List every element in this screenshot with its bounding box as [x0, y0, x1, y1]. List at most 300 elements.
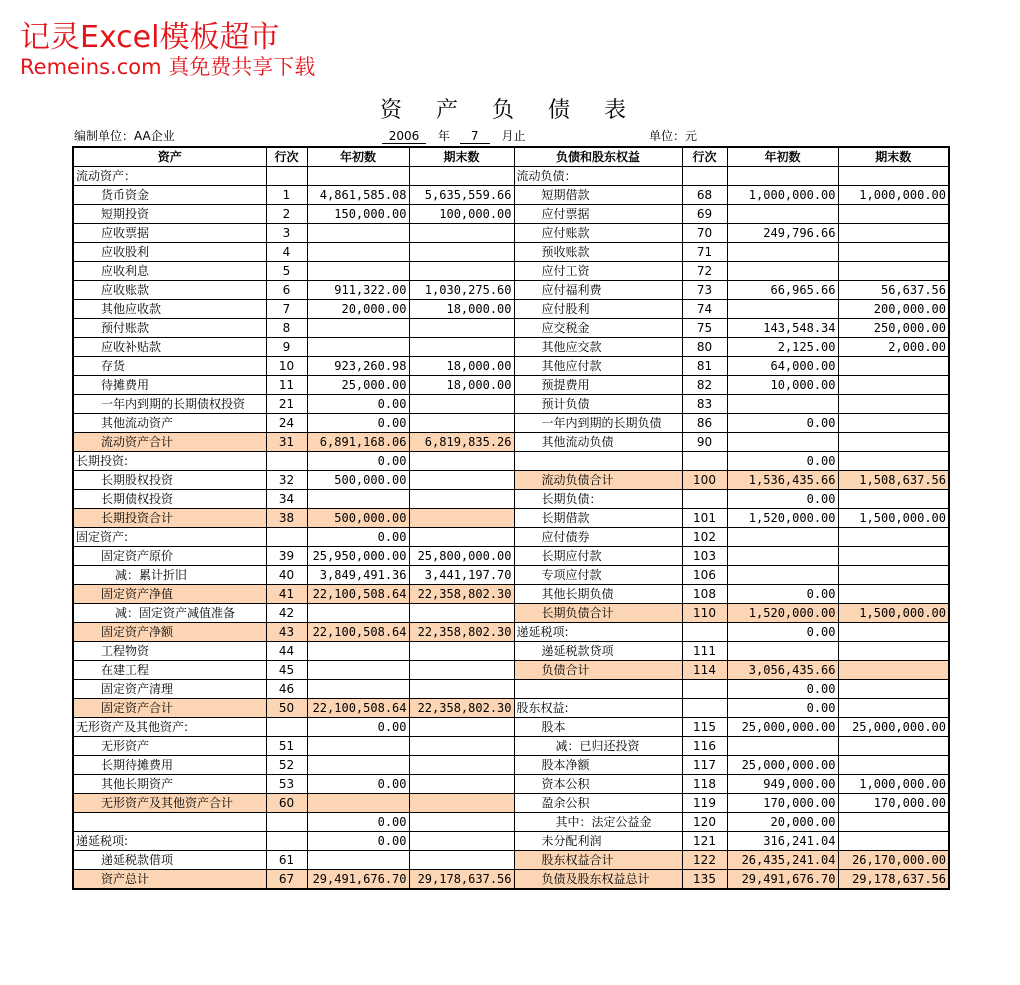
liab-begin-cell: 25,000,000.00 — [727, 718, 838, 737]
liab-end-cell: 1,500,000.00 — [838, 604, 949, 623]
asset-line-cell: 50 — [266, 699, 307, 718]
asset-name-cell: 固定资产净值 — [73, 585, 266, 604]
table-row — [73, 851, 949, 870]
liab-line-cell: 106 — [682, 566, 727, 585]
asset-name-cell: 长期投资合计 — [73, 509, 266, 528]
liab-name-cell: 流动负债： — [514, 167, 682, 186]
liab-name-cell: 未分配利润 — [514, 832, 682, 851]
asset-begin-cell: 0.00 — [307, 395, 409, 414]
liab-end-cell — [838, 623, 949, 642]
asset-line-cell: 42 — [266, 604, 307, 623]
liab-name-cell: 递延税项: — [514, 623, 682, 642]
liab-end-cell — [838, 433, 949, 452]
asset-name-cell: 递延税款借项 — [73, 851, 266, 870]
liab-end-cell — [838, 414, 949, 433]
liab-name-cell — [514, 452, 682, 471]
asset-name-cell: 货币资金 — [73, 186, 266, 205]
table-row — [73, 490, 949, 509]
liab-name-cell: 负债及股东权益总计 — [514, 870, 682, 890]
asset-name-cell: 其他长期资产 — [73, 775, 266, 794]
liab-line-cell: 72 — [682, 262, 727, 281]
table-row — [73, 756, 949, 775]
liab-begin-cell: 64,000.00 — [727, 357, 838, 376]
liab-line-cell: 83 — [682, 395, 727, 414]
asset-end-cell: 100,000.00 — [409, 205, 514, 224]
liab-end-cell — [838, 205, 949, 224]
asset-begin-cell: 0.00 — [307, 528, 409, 547]
liab-end-cell — [838, 642, 949, 661]
table-row — [73, 623, 949, 642]
table-row — [73, 528, 949, 547]
table-row — [73, 813, 949, 832]
asset-begin-cell: 0.00 — [307, 775, 409, 794]
liab-end-cell: 2,000.00 — [838, 338, 949, 357]
asset-name-cell: 应收利息 — [73, 262, 266, 281]
liab-name-cell: 负债合计 — [514, 661, 682, 680]
asset-name-cell: 待摊费用 — [73, 376, 266, 395]
asset-begin-cell: 0.00 — [307, 452, 409, 471]
liab-line-cell: 86 — [682, 414, 727, 433]
asset-line-cell — [266, 718, 307, 737]
header-asset: 资产 — [73, 147, 266, 167]
asset-begin-cell — [307, 756, 409, 775]
asset-end-cell — [409, 851, 514, 870]
month-value: 7 — [460, 129, 490, 144]
asset-begin-cell — [307, 851, 409, 870]
asset-line-cell: 4 — [266, 243, 307, 262]
liab-name-cell: 流动负债合计 — [514, 471, 682, 490]
asset-begin-cell: 4,861,585.08 — [307, 186, 409, 205]
liab-line-cell: 122 — [682, 851, 727, 870]
liab-begin-cell: 143,548.34 — [727, 319, 838, 338]
asset-end-cell: 3,441,197.70 — [409, 566, 514, 585]
liab-begin-cell — [727, 566, 838, 585]
asset-end-cell — [409, 775, 514, 794]
asset-name-cell: 减：固定资产减值准备 — [73, 604, 266, 623]
liab-end-cell — [838, 490, 949, 509]
liab-line-cell: 73 — [682, 281, 727, 300]
asset-line-cell: 9 — [266, 338, 307, 357]
asset-line-cell: 5 — [266, 262, 307, 281]
asset-begin-cell — [307, 680, 409, 699]
liab-end-cell — [838, 832, 949, 851]
liab-begin-cell: 66,965.66 — [727, 281, 838, 300]
liab-name-cell: 资本公积 — [514, 775, 682, 794]
liab-line-cell: 135 — [682, 870, 727, 890]
liab-line-cell — [682, 680, 727, 699]
asset-line-cell: 45 — [266, 661, 307, 680]
asset-name-cell: 长期股权投资 — [73, 471, 266, 490]
header-begin: 年初数 — [307, 147, 409, 167]
table-row — [73, 737, 949, 756]
liab-name-cell: 递延税款贷项 — [514, 642, 682, 661]
header-end-2: 期末数 — [838, 147, 949, 167]
liab-line-cell: 81 — [682, 357, 727, 376]
liab-begin-cell — [727, 547, 838, 566]
asset-begin-cell: 0.00 — [307, 832, 409, 851]
liab-end-cell — [838, 528, 949, 547]
asset-name-cell: 减：累计折旧 — [73, 566, 266, 585]
asset-end-cell — [409, 661, 514, 680]
asset-name-cell: 固定资产清理 — [73, 680, 266, 699]
liab-line-cell: 121 — [682, 832, 727, 851]
asset-begin-cell: 0.00 — [307, 414, 409, 433]
asset-begin-cell: 22,100,508.64 — [307, 585, 409, 604]
liab-end-cell — [838, 566, 949, 585]
asset-begin-cell: 0.00 — [307, 813, 409, 832]
liab-name-cell: 应付股利 — [514, 300, 682, 319]
liab-line-cell: 80 — [682, 338, 727, 357]
asset-line-cell: 38 — [266, 509, 307, 528]
liab-line-cell: 82 — [682, 376, 727, 395]
asset-line-cell: 52 — [266, 756, 307, 775]
liab-line-cell: 102 — [682, 528, 727, 547]
liab-end-cell: 1,000,000.00 — [838, 775, 949, 794]
asset-end-cell — [409, 167, 514, 186]
liab-line-cell — [682, 452, 727, 471]
asset-name-cell: 在建工程 — [73, 661, 266, 680]
asset-line-cell — [266, 813, 307, 832]
table-row — [73, 357, 949, 376]
asset-end-cell — [409, 718, 514, 737]
table-row — [73, 186, 949, 205]
asset-end-cell — [409, 680, 514, 699]
asset-begin-cell: 6,891,168.06 — [307, 433, 409, 452]
asset-begin-cell: 0.00 — [307, 718, 409, 737]
liab-end-cell — [838, 262, 949, 281]
liab-line-cell — [682, 490, 727, 509]
liab-begin-cell — [727, 737, 838, 756]
liab-end-cell — [838, 357, 949, 376]
table-row — [73, 300, 949, 319]
liab-line-cell: 111 — [682, 642, 727, 661]
liab-name-cell: 应付账款 — [514, 224, 682, 243]
asset-begin-cell — [307, 262, 409, 281]
watermark-brand: 记灵Excel模板超市 — [20, 20, 280, 55]
asset-end-cell — [409, 262, 514, 281]
asset-line-cell: 31 — [266, 433, 307, 452]
liab-name-cell: 专项应付款 — [514, 566, 682, 585]
asset-line-cell — [266, 167, 307, 186]
asset-line-cell — [266, 452, 307, 471]
liab-begin-cell — [727, 528, 838, 547]
liab-name-cell: 其他长期负债 — [514, 585, 682, 604]
table-row — [73, 471, 949, 490]
liab-begin-cell: 29,491,676.70 — [727, 870, 838, 890]
asset-line-cell: 39 — [266, 547, 307, 566]
liab-name-cell: 长期负债： — [514, 490, 682, 509]
asset-end-cell — [409, 604, 514, 623]
liab-end-cell — [838, 585, 949, 604]
asset-begin-cell — [307, 794, 409, 813]
asset-begin-cell: 22,100,508.64 — [307, 623, 409, 642]
asset-end-cell — [409, 737, 514, 756]
asset-name-cell: 固定资产合计 — [73, 699, 266, 718]
liab-name-cell: 盈余公积 — [514, 794, 682, 813]
asset-line-cell — [266, 528, 307, 547]
table-row — [73, 509, 949, 528]
asset-begin-cell: 25,950,000.00 — [307, 547, 409, 566]
liab-end-cell — [838, 813, 949, 832]
asset-begin-cell: 500,000.00 — [307, 509, 409, 528]
liab-begin-cell: 0.00 — [727, 414, 838, 433]
liab-end-cell — [838, 167, 949, 186]
liab-name-cell: 一年内到期的长期负债 — [514, 414, 682, 433]
asset-name-cell: 长期债权投资 — [73, 490, 266, 509]
asset-begin-cell — [307, 167, 409, 186]
liab-begin-cell: 170,000.00 — [727, 794, 838, 813]
asset-line-cell: 2 — [266, 205, 307, 224]
liab-line-cell: 101 — [682, 509, 727, 528]
liab-begin-cell — [727, 395, 838, 414]
asset-begin-cell: 911,322.00 — [307, 281, 409, 300]
liab-end-cell — [838, 452, 949, 471]
liab-line-cell: 108 — [682, 585, 727, 604]
liab-begin-cell — [727, 243, 838, 262]
liab-end-cell: 1,508,637.56 — [838, 471, 949, 490]
table-row — [73, 262, 949, 281]
month-label: 月止 — [501, 129, 526, 143]
page-title: 资产负债表 — [380, 98, 661, 123]
liab-end-cell: 25,000,000.00 — [838, 718, 949, 737]
asset-end-cell — [409, 395, 514, 414]
asset-end-cell: 22,358,802.30 — [409, 699, 514, 718]
asset-name-cell: 其他应收款 — [73, 300, 266, 319]
liab-begin-cell: 20,000.00 — [727, 813, 838, 832]
asset-begin-cell — [307, 737, 409, 756]
liab-name-cell: 长期应付款 — [514, 547, 682, 566]
asset-name-cell: 存货 — [73, 357, 266, 376]
liab-line-cell: 75 — [682, 319, 727, 338]
liab-name-cell: 应付工资 — [514, 262, 682, 281]
asset-line-cell: 41 — [266, 585, 307, 604]
liab-name-cell: 其他应交款 — [514, 338, 682, 357]
liab-begin-cell: 1,520,000.00 — [727, 509, 838, 528]
liab-name-cell: 其他流动负债 — [514, 433, 682, 452]
asset-begin-cell: 923,260.98 — [307, 357, 409, 376]
header-row — [73, 147, 949, 167]
liab-line-cell: 68 — [682, 186, 727, 205]
table-body — [73, 167, 949, 890]
asset-name-cell: 流动资产： — [73, 167, 266, 186]
liab-begin-cell: 26,435,241.04 — [727, 851, 838, 870]
liab-begin-cell: 3,056,435.66 — [727, 661, 838, 680]
table-row — [73, 281, 949, 300]
asset-begin-cell — [307, 243, 409, 262]
year-value: 2006 — [382, 129, 426, 144]
table-row — [73, 224, 949, 243]
header-liab-equity: 负债和股东权益 — [514, 147, 682, 167]
liab-begin-cell: 0.00 — [727, 585, 838, 604]
asset-name-cell: 流动资产合计 — [73, 433, 266, 452]
asset-name-cell: 应收票据 — [73, 224, 266, 243]
asset-end-cell — [409, 832, 514, 851]
asset-line-cell: 60 — [266, 794, 307, 813]
asset-begin-cell: 500,000.00 — [307, 471, 409, 490]
watermark-site: Remeins.com 真免费共享下载 — [20, 55, 316, 79]
liab-end-cell: 26,170,000.00 — [838, 851, 949, 870]
liab-line-cell: 118 — [682, 775, 727, 794]
liab-begin-cell: 25,000,000.00 — [727, 756, 838, 775]
asset-name-cell: 应收补贴款 — [73, 338, 266, 357]
asset-end-cell — [409, 319, 514, 338]
asset-line-cell: 1 — [266, 186, 307, 205]
liab-begin-cell — [727, 433, 838, 452]
liab-begin-cell: 1,536,435.66 — [727, 471, 838, 490]
table-row — [73, 870, 949, 890]
asset-end-cell — [409, 794, 514, 813]
liab-begin-cell: 249,796.66 — [727, 224, 838, 243]
balance-sheet-table — [72, 146, 950, 890]
liab-begin-cell: 0.00 — [727, 623, 838, 642]
asset-end-cell — [409, 642, 514, 661]
table-row — [73, 243, 949, 262]
asset-line-cell: 34 — [266, 490, 307, 509]
asset-name-cell: 其他流动资产 — [73, 414, 266, 433]
asset-end-cell: 18,000.00 — [409, 357, 514, 376]
asset-begin-cell — [307, 319, 409, 338]
asset-name-cell: 无形资产及其他资产合计 — [73, 794, 266, 813]
liab-name-cell: 应交税金 — [514, 319, 682, 338]
liab-begin-cell: 0.00 — [727, 699, 838, 718]
asset-line-cell: 40 — [266, 566, 307, 585]
asset-line-cell: 32 — [266, 471, 307, 490]
asset-end-cell: 29,178,637.56 — [409, 870, 514, 890]
liab-end-cell — [838, 376, 949, 395]
asset-line-cell: 43 — [266, 623, 307, 642]
liab-begin-cell: 1,520,000.00 — [727, 604, 838, 623]
asset-end-cell — [409, 756, 514, 775]
table-row — [73, 376, 949, 395]
liab-name-cell: 其中：法定公益金 — [514, 813, 682, 832]
table-row — [73, 414, 949, 433]
asset-name-cell: 短期投资 — [73, 205, 266, 224]
liab-name-cell: 股东权益: — [514, 699, 682, 718]
table-row — [73, 775, 949, 794]
liab-end-cell — [838, 661, 949, 680]
table-row — [73, 338, 949, 357]
liab-line-cell: 70 — [682, 224, 727, 243]
asset-name-cell: 固定资产: — [73, 528, 266, 547]
asset-line-cell: 3 — [266, 224, 307, 243]
asset-line-cell: 67 — [266, 870, 307, 890]
liab-line-cell: 110 — [682, 604, 727, 623]
liab-end-cell: 170,000.00 — [838, 794, 949, 813]
header-begin-2: 年初数 — [727, 147, 838, 167]
table-row — [73, 205, 949, 224]
asset-line-cell: 21 — [266, 395, 307, 414]
asset-begin-cell — [307, 604, 409, 623]
table-row — [73, 604, 949, 623]
table-row — [73, 452, 949, 471]
liab-name-cell: 长期负债合计 — [514, 604, 682, 623]
table-row — [73, 642, 949, 661]
table-row — [73, 395, 949, 414]
liab-line-cell: 103 — [682, 547, 727, 566]
liab-end-cell: 29,178,637.56 — [838, 870, 949, 890]
asset-end-cell: 22,358,802.30 — [409, 623, 514, 642]
liab-line-cell: 71 — [682, 243, 727, 262]
table-row — [73, 832, 949, 851]
asset-begin-cell — [307, 642, 409, 661]
liab-begin-cell — [727, 205, 838, 224]
asset-end-cell — [409, 813, 514, 832]
liab-line-cell: 120 — [682, 813, 727, 832]
liab-end-cell — [838, 224, 949, 243]
table-row — [73, 680, 949, 699]
table-row — [73, 319, 949, 338]
liab-end-cell: 56,637.56 — [838, 281, 949, 300]
asset-end-cell — [409, 224, 514, 243]
asset-line-cell: 53 — [266, 775, 307, 794]
header-line-no: 行次 — [266, 147, 307, 167]
table-row — [73, 718, 949, 737]
liab-begin-cell: 1,000,000.00 — [727, 186, 838, 205]
table-row — [73, 167, 949, 186]
liab-name-cell: 短期借款 — [514, 186, 682, 205]
asset-line-cell: 51 — [266, 737, 307, 756]
liab-end-cell: 1,000,000.00 — [838, 186, 949, 205]
asset-name-cell: 资产总计 — [73, 870, 266, 890]
liab-line-cell: 90 — [682, 433, 727, 452]
asset-begin-cell: 150,000.00 — [307, 205, 409, 224]
liab-name-cell: 股本 — [514, 718, 682, 737]
asset-line-cell: 10 — [266, 357, 307, 376]
asset-begin-cell: 20,000.00 — [307, 300, 409, 319]
liab-line-cell: 100 — [682, 471, 727, 490]
asset-name-cell: 应收账款 — [73, 281, 266, 300]
liab-name-cell: 其他应付款 — [514, 357, 682, 376]
table-row — [73, 794, 949, 813]
asset-end-cell — [409, 243, 514, 262]
asset-end-cell: 25,800,000.00 — [409, 547, 514, 566]
asset-begin-cell: 25,000.00 — [307, 376, 409, 395]
asset-name-cell: 递延税项: — [73, 832, 266, 851]
asset-end-cell: 1,030,275.60 — [409, 281, 514, 300]
liab-begin-cell — [727, 167, 838, 186]
liab-begin-cell — [727, 642, 838, 661]
liab-line-cell: 116 — [682, 737, 727, 756]
liab-begin-cell: 0.00 — [727, 680, 838, 699]
liab-begin-cell — [727, 262, 838, 281]
table-row — [73, 566, 949, 585]
asset-begin-cell: 22,100,508.64 — [307, 699, 409, 718]
asset-end-cell — [409, 452, 514, 471]
header-line-no-2: 行次 — [682, 147, 727, 167]
liab-begin-cell: 316,241.04 — [727, 832, 838, 851]
header-end: 期末数 — [409, 147, 514, 167]
liab-begin-cell: 949,000.00 — [727, 775, 838, 794]
asset-name-cell: 一年内到期的长期债权投资 — [73, 395, 266, 414]
liab-name-cell: 预计负债 — [514, 395, 682, 414]
liab-end-cell — [838, 680, 949, 699]
table-row — [73, 585, 949, 604]
liab-end-cell — [838, 756, 949, 775]
asset-end-cell — [409, 471, 514, 490]
asset-end-cell — [409, 414, 514, 433]
liab-line-cell: 69 — [682, 205, 727, 224]
asset-line-cell: 46 — [266, 680, 307, 699]
asset-end-cell — [409, 528, 514, 547]
company-label: 编制单位：AA企业 — [74, 129, 175, 143]
asset-end-cell: 18,000.00 — [409, 300, 514, 319]
liab-end-cell: 250,000.00 — [838, 319, 949, 338]
asset-end-cell — [409, 509, 514, 528]
asset-begin-cell — [307, 490, 409, 509]
table-row — [73, 699, 949, 718]
liab-line-cell: 115 — [682, 718, 727, 737]
liab-name-cell: 预收账款 — [514, 243, 682, 262]
